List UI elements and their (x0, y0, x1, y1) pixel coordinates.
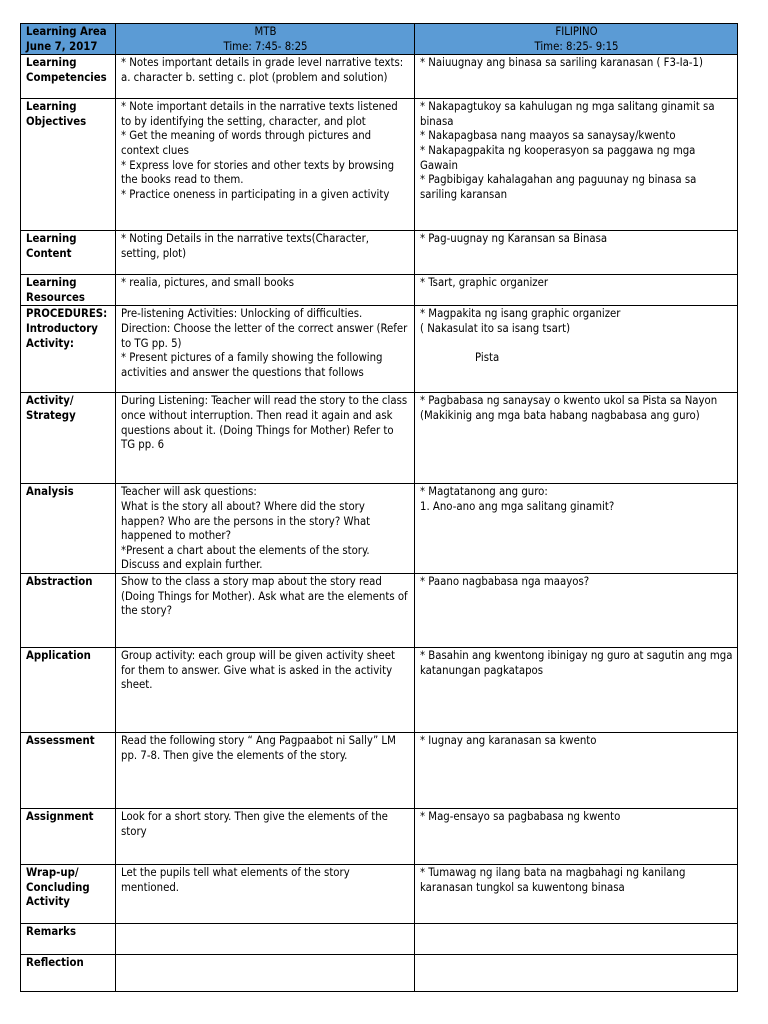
mtb-cell: * Notes important details in grade level narrative texts: a. character b. setting c. plot (problem and solution) (116, 55, 415, 99)
filipino-cell: * Iugnay ang karanasan sa kwento (415, 732, 738, 808)
header-row (21, 24, 738, 55)
mtb-cell (116, 306, 415, 393)
row-label: PROCEDURES: Introductory Activity: (21, 306, 116, 393)
row-analysis (21, 484, 738, 574)
row-learning-content (21, 231, 738, 275)
mtb-time: Time: 7:45- 8:25 (223, 39, 308, 53)
activity-text: Pre-listening Activities: Unlocking of difficulties. Direction: Choose the letter of the correct answer (Refer to TG pp. 5) (121, 307, 408, 350)
analysis-text: What is the story all about? Where did the story happen? Who are the persons in the story? What happened to mother? (121, 499, 371, 543)
objective-item: * Get the meaning of words through pictures and context clues (121, 129, 372, 157)
mtb-cell: Look for a short story. Then give the elements of the story (116, 808, 415, 864)
objective-item: * Express love for stories and other texts by browsing the books read to them. (121, 158, 395, 187)
filipino-cell: * Mag-ensayo sa pagbabasa ng kwento (415, 808, 738, 864)
filipino-header-cell (415, 24, 738, 55)
analysis-text: *Present a chart about the elements of the story. Discuss and explain further. (121, 543, 370, 572)
objective-item: * Note important details in the narrative texts listened to by identifying the setting, character, and plot (121, 100, 398, 128)
mtb-cell: Show to the class a story map about the story read (Doing Things for Mother). Ask what are the elements of the story? (116, 573, 415, 647)
filipino-cell: * Pag-uugnay ng Karansan sa Binasa (415, 231, 738, 275)
row-label: Reflection (21, 954, 116, 991)
row-label: Analysis (21, 484, 116, 574)
filipino-cell: * Paano nagbabasa nga maayos? (415, 573, 738, 647)
row-label: Learning Competencies (21, 55, 116, 99)
row-reflection (21, 954, 738, 991)
row-label: Assignment (21, 808, 116, 864)
objective-item: * Nakapagtukoy sa kahulugan ng mga salitang ginamit sa binasa (420, 100, 715, 128)
spacer (420, 337, 733, 352)
row-abstraction (21, 573, 738, 647)
activity-text: * Present pictures of a family showing the following activities and answer the questions that follows (121, 351, 383, 379)
mtb-cell (116, 99, 415, 231)
row-remarks (21, 923, 738, 954)
mtb-cell: Let the pupils tell what elements of the story mentioned. (116, 864, 415, 923)
analysis-text: Teacher will ask questions: (121, 485, 257, 499)
row-application (21, 647, 738, 732)
learning-area-cell (21, 24, 116, 55)
activity-text: * Magpakita ng isang graphic organizer (420, 307, 621, 321)
filipino-cell: * Tsart, graphic organizer (415, 275, 738, 306)
filipino-cell: * Tumawag ng ilang bata na magbahagi ng kanilang karanasan tungkol sa kuwentong binasa (415, 864, 738, 923)
filipino-subject: FILIPINO (555, 25, 598, 38)
mtb-cell: Group activity: each group will be given activity sheet for them to answer. Give what is asked in the activity sheet. (116, 647, 415, 732)
filipino-time: Time: 8:25- 9:15 (534, 39, 619, 53)
objective-item: * Practice oneness in participating in a given activity (121, 187, 390, 201)
filipino-cell: * Naiuugnay ang binasa sa sariling karanasan ( F3-Ia-1) (415, 55, 738, 99)
row-label: Learning Objectives (21, 99, 116, 231)
row-label: Abstraction (21, 573, 116, 647)
activity-text: * Pagbabasa ng sanaysay o kwento ukol sa Pista sa Nayon (420, 394, 718, 408)
mtb-cell: * realia, pictures, and small books (116, 275, 415, 306)
objective-item: * Nakapagpakita ng kooperasyon sa paggawa ng mga Gawain (420, 143, 696, 172)
mtb-cell: During Listening: Teacher will read the story to the class once without interruption. Then read it again and ask questions about it. (Doing Things for Mother) Refer to TG pp. 6 (116, 393, 415, 484)
mtb-cell (116, 923, 415, 954)
row-learning-competencies (21, 55, 738, 99)
objective-item: * Pagbibigay kahalagahan ang paguunay ng binasa sa sariling karansan (420, 173, 697, 201)
analysis-text: 1. Ano-ano ang mga salitang ginamit? (420, 499, 615, 513)
mtb-header-cell (116, 24, 415, 55)
row-learning-resources (21, 275, 738, 306)
row-label: Learning Content (21, 231, 116, 275)
filipino-cell (415, 923, 738, 954)
filipino-cell (415, 393, 738, 484)
learning-area-label: Learning Area (26, 25, 107, 38)
row-activity-strategy (21, 393, 738, 484)
mtb-cell: * Noting Details in the narrative texts(Character, setting, plot) (116, 231, 415, 275)
row-assignment (21, 808, 738, 864)
row-introductory-activity (21, 306, 738, 393)
row-label: Assessment (21, 732, 116, 808)
activity-text: (Makikinig ang mga bata habang nagbabasa ang guro) (420, 408, 700, 422)
filipino-cell (415, 99, 738, 231)
row-label: Application (21, 647, 116, 732)
row-wrap-up (21, 864, 738, 923)
objective-item: * Nakapagbasa nang maayos sa sanaysay/kwento (420, 129, 676, 143)
row-label: Activity/ Strategy (21, 393, 116, 484)
lesson-date: June 7, 2017 (26, 39, 98, 53)
filipino-cell (415, 306, 738, 393)
filipino-cell (415, 484, 738, 574)
analysis-text: * Magtatanong ang guro: (420, 485, 548, 499)
organizer-topic: Pista (475, 351, 500, 365)
row-label: Wrap-up/ Concluding Activity (21, 864, 116, 923)
row-assessment (21, 732, 738, 808)
mtb-cell: Read the following story “ Ang Pagpaabot ni Sally” LM pp. 7-8. Then give the elements of the story. (116, 732, 415, 808)
lesson-plan-table (20, 23, 738, 992)
mtb-cell (116, 954, 415, 991)
row-label: Learning Resources (21, 275, 116, 306)
filipino-cell: * Basahin ang kwentong ibinigay ng guro at sagutin ang mga katanungan pagkatapos (415, 647, 738, 732)
activity-text: ( Nakasulat ito sa isang tsart) (420, 321, 571, 335)
row-label: Remarks (21, 923, 116, 954)
mtb-cell (116, 484, 415, 574)
filipino-cell (415, 954, 738, 991)
row-learning-objectives (21, 99, 738, 231)
mtb-subject: MTB (254, 25, 277, 38)
